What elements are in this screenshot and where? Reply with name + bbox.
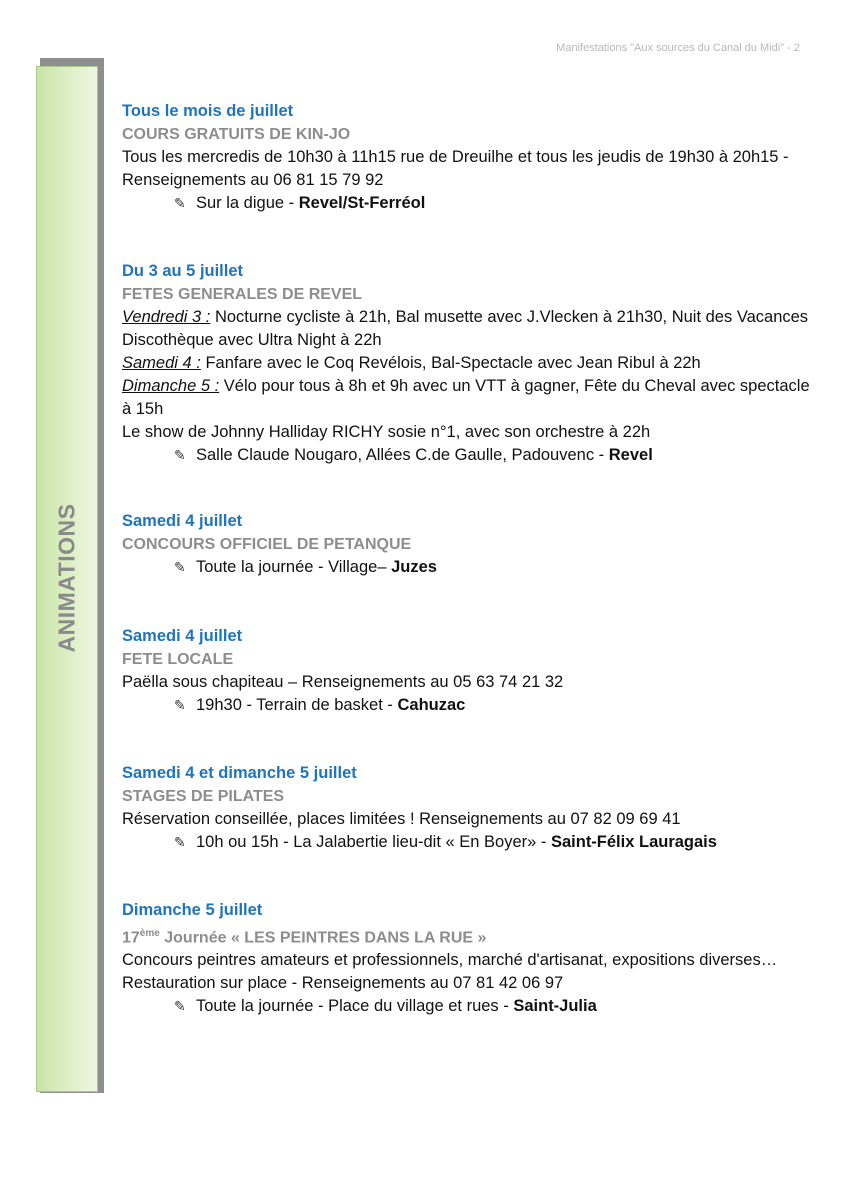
event-location bbox=[122, 995, 822, 1018]
day-text: Vélo pour tous à 8h et 9h avec un VTT à gagner, Fête du Cheval avec spectacle à 15h bbox=[122, 377, 810, 418]
town-name: Saint-Julia bbox=[513, 997, 597, 1016]
page-header: Manifestations "Aux sources du Canal du Midi" - 2 bbox=[556, 42, 800, 54]
day-text: Fanfare avec le Coq Revélois, Bal-Spectacle avec Jean Ribul à 22h bbox=[200, 354, 701, 372]
event-title bbox=[122, 922, 822, 949]
day-text: Nocturne cycliste à 21h, Bal musette avec J.Vlecken à 21h30, Nuit des Vacances Discothèque avec Ultra Night à 22h bbox=[122, 308, 809, 349]
title-superscript: ème bbox=[139, 928, 160, 939]
event-pilates bbox=[122, 762, 822, 854]
pin-icon: ✎ bbox=[174, 195, 186, 211]
pin-icon: ✎ bbox=[174, 447, 186, 463]
event-location bbox=[122, 831, 822, 854]
event-description: Concours peintres amateurs et professionnels, marché d'artisanat, expositions diverses… Restauration sur place - Renseignements au 07 81 42 06 97 bbox=[122, 951, 778, 993]
event-kinjo bbox=[122, 100, 822, 215]
event-title: COURS GRATUITS DE KIN-JO bbox=[122, 126, 351, 143]
event-description: Réservation conseillée, places limitées ! Renseignements au 07 82 09 69 41 bbox=[122, 810, 681, 828]
town-name: Cahuzac bbox=[397, 696, 466, 714]
event-fete-locale bbox=[122, 625, 822, 717]
pin-icon: ✎ bbox=[174, 697, 186, 713]
event-date: Samedi 4 juillet bbox=[122, 627, 243, 645]
event-title: FETES GENERALES DE REVEL bbox=[122, 286, 363, 303]
event-extra: Le show de Johnny Halliday RICHY sosie n°1, avec son orchestre à 22h bbox=[122, 423, 651, 441]
event-peintres bbox=[122, 899, 822, 1018]
event-title: CONCOURS OFFICIEL DE PETANQUE bbox=[122, 536, 412, 553]
title-text: Journée « LES PEINTRES DANS LA RUE » bbox=[159, 929, 487, 947]
sidebar-label: ANIMATIONS bbox=[53, 503, 80, 653]
pin-icon: ✎ bbox=[174, 998, 186, 1015]
town-name: Revel/St-Ferréol bbox=[298, 194, 426, 212]
location-text: 19h30 - Terrain de basket - bbox=[196, 696, 398, 714]
event-description: Paëlla sous chapiteau – Renseignements au 05 63 74 21 32 bbox=[122, 673, 564, 691]
day-label: Samedi 4 : bbox=[122, 354, 201, 372]
event-date: Dimanche 5 juillet bbox=[122, 901, 263, 919]
event-date: Du 3 au 5 juillet bbox=[122, 262, 244, 280]
location-text: Toute la journée - Village– bbox=[196, 558, 392, 576]
day-label: Vendredi 3 : bbox=[122, 308, 211, 326]
event-location bbox=[122, 694, 822, 717]
event-day-saturday bbox=[122, 352, 822, 375]
event-date: Tous le mois de juillet bbox=[122, 102, 294, 120]
event-description: Tous les mercredis de 10h30 à 11h15 rue de Dreuilhe et tous les jeudis de 19h30 à 20h15 - Renseignements au 06 81 15 79 92 bbox=[122, 148, 789, 189]
town-name: Revel bbox=[608, 446, 653, 464]
event-location bbox=[122, 444, 822, 467]
location-text: 10h ou 15h - La Jalabertie lieu-dit « En Boyer» - bbox=[196, 833, 551, 851]
town-name: Saint-Félix Lauragais bbox=[550, 833, 717, 851]
event-day-sunday bbox=[122, 375, 812, 421]
event-title: FETE LOCALE bbox=[122, 651, 234, 668]
location-text: Sur la digue - bbox=[196, 194, 299, 212]
event-day-friday bbox=[122, 306, 812, 352]
event-location bbox=[122, 192, 822, 215]
location-text: Toute la journée - Place du village et rues - bbox=[196, 997, 514, 1016]
title-number: 17 bbox=[122, 929, 140, 947]
day-label: Dimanche 5 : bbox=[122, 377, 220, 395]
pin-icon: ✎ bbox=[174, 559, 186, 575]
town-name: Juzes bbox=[391, 558, 437, 576]
event-fetes-revel bbox=[122, 260, 822, 467]
pin-icon: ✎ bbox=[174, 834, 186, 850]
event-location bbox=[122, 556, 822, 579]
event-title: STAGES DE PILATES bbox=[122, 788, 285, 805]
location-text: Salle Claude Nougaro, Allées C.de Gaulle, Padouvenc - bbox=[196, 446, 609, 464]
event-date: Samedi 4 et dimanche 5 juillet bbox=[122, 764, 357, 782]
event-petanque bbox=[122, 510, 822, 579]
event-date: Samedi 4 juillet bbox=[122, 512, 243, 530]
